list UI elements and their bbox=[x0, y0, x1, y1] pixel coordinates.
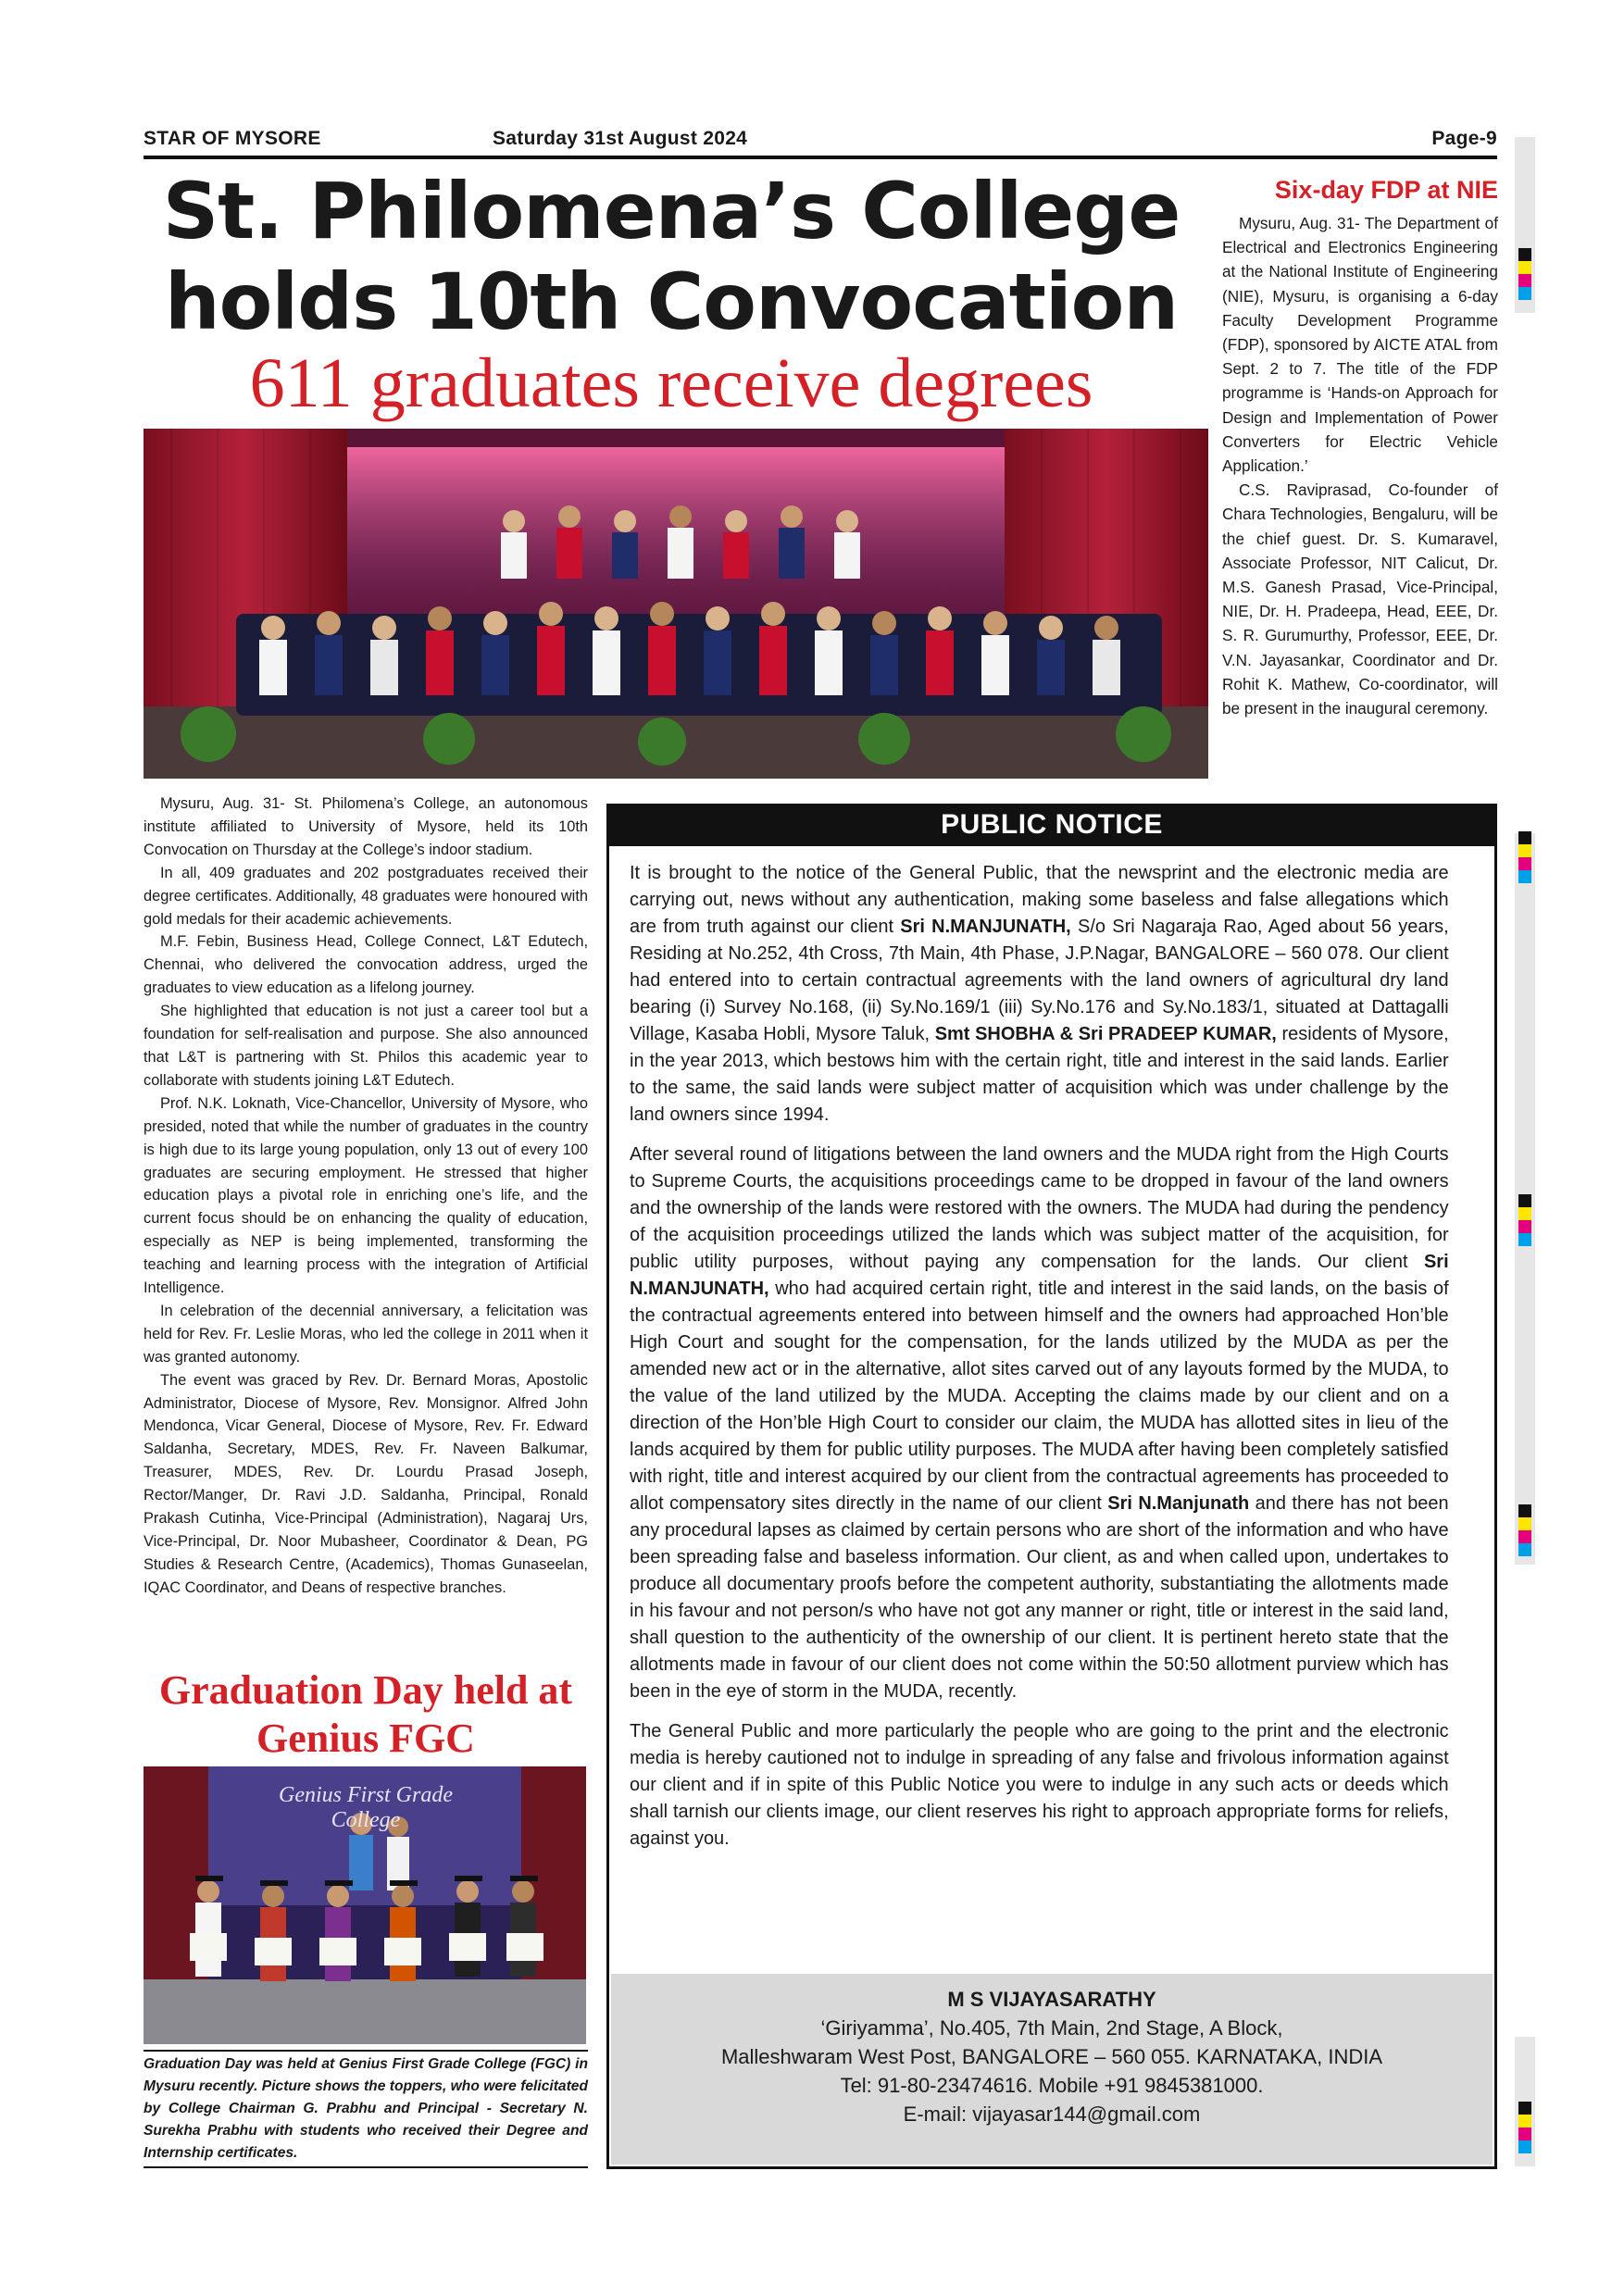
main-story-paragraph: Prof. N.K. Loknath, Vice-Chancellor, University of Mysore, who presided, noted that while the number of graduates in the country is high due to its large young population, only 13 out of every 100 graduates are securing employment. He stressed that higher education plays a pivotal role in enriching one’s life, and the current focus should be on enhancing the quality of education, especially as NEP is being implemented, transforming the teaching and learning process with the integration of Artificial Intelligence. bbox=[144, 1094, 588, 1297]
notice-paragraph bbox=[630, 1141, 1449, 1704]
notice-client-name: Sri N.Manjunath bbox=[1107, 1492, 1250, 1514]
registration-mark bbox=[1518, 1504, 1531, 1556]
convocation-photo bbox=[144, 429, 1208, 779]
main-story-paragraph: Mysuru, Aug. 31- St. Philomena’s College, an autonomous institute affiliated to University of Mysore, held its 10th Convocation on Thursday at the College’s indoor stadium. bbox=[144, 795, 588, 858]
side-story-body bbox=[1222, 211, 1498, 720]
notice-text: S/o Sri Nagaraja Rao, Aged about 56 years, Residing at No.252, 4th Cross, 7th Main, 4th Phase, J.P.Nagar, BANGALORE – 560 078. Our client had entered into to certain contractual agreements with the land owners of agricultural dry land bearing (i) Survey No.168, (ii) Sy.No.169/1 (iii) Sy.No.176 and Sy.No.183/1, situated at Dattagalli Village, Kasaba Hobli, Mysore Taluk, bbox=[630, 916, 1449, 1044]
paper-name: STAR OF MYSORE bbox=[144, 128, 321, 149]
side-story-paragraph: C.S. Raviprasad, Co-founder of Chara Technologies, Bengaluru, will be the chief guest. Dr. S. Kumaravel, Associate Professor, NIT Calicut, Dr. M.S. Ganesh Prasad, Vice-Principal, NIE, Dr. H. Pradeepa, Head, EEE, Dr. S. R. Gurumurthy, Professor, EEE, Dr. V.N. Jayasankar, Coordinator and Dr. Rohit K. Mathew, Co-coordinator, will be present in the inaugural ceremony. bbox=[1222, 480, 1498, 718]
main-story-paragraph: The event was graced by Rev. Dr. Bernard Moras, Apostolic Administrator, Diocese of Mysore, Rev. Monsignor. Alfred John Mendonca, Vicar General, Diocese of Mysore, Rev. Fr. Edward Saldanha, Secretary, MDES, Rev. Fr. Naveen Balkumar, Treasurer, MDES, Rev. Dr. Lourdu Prasad Joseph, Rector/Manger, Dr. Ravi J.D. Saldanha, Principal, Ronald Prakash Cutinha, Vice-Principal (Administration), Nagaraj Urs, Vice-Principal, Dr. Noor Mubasheer, Coordinator & Dean, PG Studies & Research Centre, (Academics), Thomas Gunaseelan, IQAC Coordinator, and Deans of respective branches. bbox=[144, 1371, 588, 1596]
notice-paragraph bbox=[630, 859, 1449, 1128]
notice-text: It is brought to the notice of the General Public, that the newsprint and the electronic media are carrying out, news without any authentication, making some baseless and false allegations which are from truth against our client bbox=[630, 862, 1449, 937]
masthead-rule bbox=[144, 156, 1497, 159]
signatory-email: E-mail: vijayasar144@gmail.com bbox=[903, 2103, 1201, 2126]
notice-text: who had acquired certain right, title and interest in the said lands, on the basis of the contractual agreements entered into between himself and the owners had approached Hon’ble High Court and sought for the compensation, for the lands utilized by the MUDA as per the amended new act or in the alternative, allot sites carved out of any layouts formed by the MUDA, to the value of the land utilized by the MUDA. Accepting the claims made by our client and on a direction of the Hon’ble High Court to consider our claim, the MUDA has allotted sites in lieu of the lands acquired by them for public utility purposes. The MUDA after having been completely satisfied with right, title and interest acquired by our client from the contractual agreements has proceeded to allot compensatory sites directly in the name of our client bbox=[630, 1278, 1449, 1514]
notice-client-name: Sri N.MANJUNATH, bbox=[630, 1251, 1449, 1299]
caption-rule-bottom bbox=[144, 2166, 588, 2168]
signatory-address-line1: ‘Giriyamma’, No.405, 7th Main, 2nd Stage, A Block, bbox=[820, 2016, 1283, 2040]
registration-mark bbox=[1518, 2102, 1531, 2153]
caption-rule-top bbox=[144, 2050, 588, 2052]
convocation-photo-graphic bbox=[144, 429, 1208, 779]
registration-mark bbox=[1518, 248, 1531, 300]
side-story-paragraph: Mysuru, Aug. 31- The Department of Electrical and Electronics Engineering at the National Institute of Engineering (NIE), Mysuru, is organising a 6-day Faculty Development Programme (FDP), sponsored by AICTE ATAL from Sept. 2 to 7. The title of the FDP programme is ‘Hands-on Approach for Design and Implementation of Power Converters for Electric Vehicle Application.’ bbox=[1222, 214, 1498, 476]
notice-paragraph: The General Public and more particularly the people who are going to the print and the electronic media is hereby cautioned not to indulge in spreading of any false and frivolous information against our client and if in spite of this Public Notice you were to indulge in any such acts or deeds which shall tarnish our clients image, our client reserves his right to approach appropriate forms for reliefs, against you. bbox=[630, 1720, 1449, 1849]
registration-mark bbox=[1518, 1194, 1531, 1246]
notice-owner-names: Smt SHOBHA & Sri PRADEEP KUMAR, bbox=[934, 1023, 1277, 1044]
graduation-headline: Graduation Day held at Genius FGC bbox=[158, 1667, 573, 1761]
graduation-caption: Graduation Day was held at Genius First Grade College (FGC) in Mysuru recently. Picture shows the toppers, who were felicitated by College Chairman G. Prabhu and Principal - Secretary N. Surekha Prabhu with students who received their Degree and Internship certificates. bbox=[144, 2056, 588, 2161]
notice-signature-block bbox=[611, 1974, 1493, 2165]
graduation-photo-banner: Genius First Grade College bbox=[279, 1783, 453, 1832]
registration-mark bbox=[1518, 831, 1531, 883]
signatory-address-line2: Malleshwaram West Post, BANGALORE – 560 055. KARNATAKA, INDIA bbox=[720, 2045, 1383, 2068]
main-headline-line2: holds 10th Convocation bbox=[164, 256, 1179, 347]
notice-text: After several round of litigations between the land owners and the MUDA right from the High Courts to Supreme Courts, the acquisitions proceedings came to be dropped in favour of the land owners and the ownership of the lands were restored with the owners. The MUDA had during the pendency of the acquisition proceedings utilized the lands which was subject matter of the acquisition, for public utility purposes, without paying any compensation for the lands. Our client bbox=[630, 1143, 1449, 1272]
main-story-paragraph: In all, 409 graduates and 202 postgraduates received their degree certificates. Additionally, 48 graduates were honoured with gold medals for their academic achievements. bbox=[144, 864, 588, 928]
issue-date: Saturday 31st August 2024 bbox=[493, 128, 748, 149]
page-number: Page-9 bbox=[1431, 128, 1497, 149]
side-story-title: Six-day FDP at NIE bbox=[1274, 176, 1498, 204]
main-story-paragraph: M.F. Febin, Business Head, College Connect, L&T Edutech, Chennai, who delivered the convocation address, urged the graduates to view education as a lifelong journey. bbox=[144, 933, 588, 997]
main-story-paragraph: She highlighted that education is not just a career tool but a foundation for self-realisation and purpose. She also announced that L&T is partnering with St. Philos this academic year to collaborate with students joining L&T Edutech. bbox=[144, 1003, 588, 1089]
signatory-name: M S VIJAYASARATHY bbox=[947, 1988, 1156, 2011]
notice-client-name: Sri N.MANJUNATH, bbox=[900, 916, 1071, 937]
main-headline-line1: St. Philomena’s College bbox=[162, 166, 1181, 256]
notice-text: and there has not been any procedural lapses as claimed by certain persons who are short of the information and who have been spreading false and baseless information. Our client, as and when called upon, undertakes to produce all documentary proofs before the competent authority, substantiating the allotments made in his favour and not person/s who have not got any manner or right, title or interest in the said land, shall question to the authenticity of the ownership of our client. It is pertinent hereto state that the allotments made in favour of our client does not come within the 50:50 allotment purview which has been in the eye of storm in the MUDA, recently. bbox=[630, 1492, 1449, 1702]
signatory-phone: Tel: 91-80-23474616. Mobile +91 9845381000. bbox=[840, 2074, 1264, 2097]
graduation-photo bbox=[144, 1766, 586, 2044]
main-story-body bbox=[144, 792, 588, 1600]
notice-text: residents of Mysore, in the year 2013, which bestows him with the certain right, title and interest in the said lands. Earlier to the same, the said lands were subject matter of acquisition which was under challenge by the land owners since 1994. bbox=[630, 1023, 1449, 1125]
main-subheadline: 611 graduates receive degrees bbox=[249, 344, 1093, 422]
public-notice-body bbox=[630, 859, 1449, 1865]
main-story-paragraph: In celebration of the decennial anniversary, a felicitation was held for Rev. Fr. Leslie Moras, who led the college in 2011 when it was granted autonomy. bbox=[144, 1302, 588, 1366]
public-notice-heading: PUBLIC NOTICE bbox=[606, 804, 1497, 846]
